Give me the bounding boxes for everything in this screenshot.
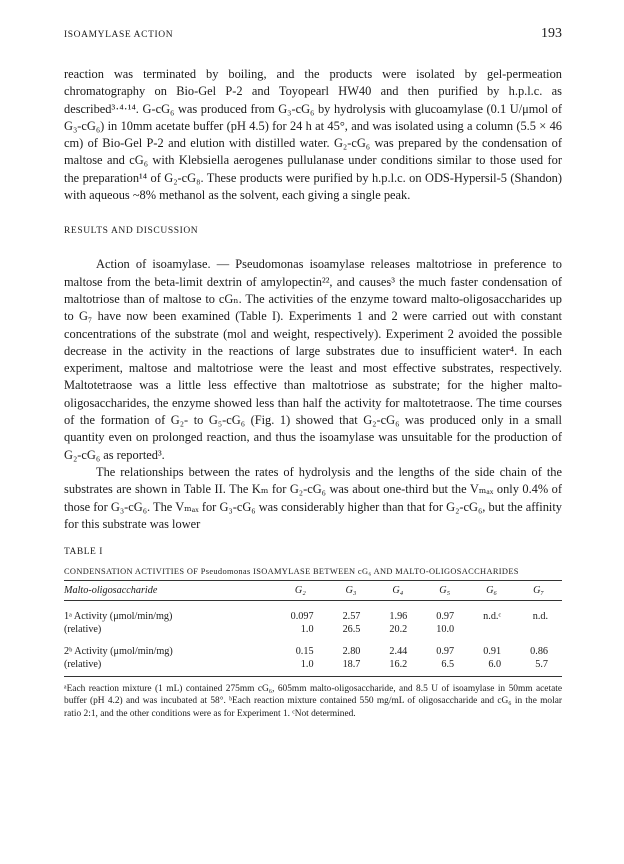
table-cell: 26.5 [342, 623, 361, 635]
column-header: G₄ [374, 581, 421, 601]
section-heading: RESULTS AND DISCUSSION [64, 226, 199, 237]
table-row-exp2-relative [64, 659, 562, 676]
column-header: G₃ [328, 581, 375, 601]
column-header: G₇ [515, 581, 562, 601]
table-footnote: ᵃEach reaction mixture (1 mL) contained 275mm cG₆, 605mm malto-oligosaccharide, and 8.5 U of isoamylase in 50mm acetate buffer (pH 4.2) and was incubated at 58°. ᵇEach reaction mixture contained 550 mg/mL of oligosaccharide and cG₆ in the molar ratio 2:1, and the other conditions were as for Experiment 1. ᶜNot determined. [64, 683, 562, 719]
table-cell [515, 624, 562, 637]
table-cell: 1.96 [389, 611, 408, 623]
column-header: G₆ [468, 581, 515, 601]
column-header: G₂ [273, 581, 327, 601]
table-cell: 0.097 [290, 611, 314, 623]
table-cell: 2.57 [342, 611, 361, 623]
row-label: 1ᵃ Activity (μmol/min/mg) [64, 611, 173, 623]
table-row-exp1-relative [64, 624, 562, 637]
table-cell: 0.91 [483, 646, 502, 658]
table-cell [468, 624, 515, 637]
table-row-exp2-activity [64, 646, 562, 659]
table-cell: n.d.ᶜ [483, 611, 502, 623]
table-cell: 1.0 [273, 659, 327, 676]
condensation-activity-table [64, 580, 562, 676]
paragraph-methods: reaction was terminated by boiling, and the products were isolated by gel-permeation chromatography on Bio-Gel P-2 and Toyopearl HW40 and then purified by h.p.l.c. as described³·⁴·¹⁴. G-cG₆ was produced from G₃-cG₆ by hydrolysis with glucoamylase (0.1 U/μmol of G₃-cG₆) in 10mm acetate buffer (pH 4.5) for 24 h at 45°, and was isolated using a column (5.5 × 46 cm) of Bio-Gel P-2 and elution with distilled water. G₂-cG₆ was prepared by the condensation of maltose and cG₆ with Klebsiella aerogenes pullulanase under conditions similar to those used for the preparation¹⁴ of G₂-cG₈. These products were purified by h.p.l.c. on ODS-Hypersil-5 (Shandon) with aqueous ~8% methanol as the solvent, each giving a single peak. [64, 67, 562, 203]
running-title: ISOAMYLASE ACTION [64, 30, 174, 40]
page-number: 193 [541, 26, 562, 41]
paragraph-relationships: The relationships between the rates of hydrolysis and the lengths of the side chain of the substrates are shown in Table II. The Kₘ for G₂-cG₆ was about one-third but the Vₘₐₓ only 0.4% of those for G₃-cG₆. The Vₘₐₓ for G₃-cG₆ was considerably higher than that for G₂-cG₆, but the affinity for this substrate was lower [64, 464, 562, 531]
column-header-substrate: Malto-oligosaccharide [64, 581, 273, 601]
table-cell: n.d. [532, 611, 548, 623]
table-label: TABLE I [64, 547, 103, 558]
table-cell: 0.97 [436, 611, 455, 623]
table-cell: 18.7 [328, 659, 375, 676]
table-row-exp1-activity [64, 611, 562, 624]
column-header: G₅ [421, 581, 468, 601]
table-cell: 1.0 [300, 623, 314, 635]
table-cell: 6.5 [421, 659, 468, 676]
table-cell: 10.0 [436, 623, 455, 635]
row-label: 2ᵇ Activity (μmol/min/mg) [64, 646, 173, 658]
table-cell: 0.15 [295, 646, 314, 658]
table-cell: 16.2 [374, 659, 421, 676]
table-cell: 5.7 [515, 659, 562, 676]
row-label: (relative) [64, 623, 102, 635]
table-header-row [64, 581, 562, 601]
table-cell: 2.80 [342, 646, 361, 658]
table-caption: CONDENSATION ACTIVITIES OF Pseudomonas ISOAMYLASE BETWEEN cG₆ AND MALTO-OLIGOSACCHARIDES [64, 567, 519, 577]
running-header [64, 26, 562, 46]
page [64, 26, 562, 720]
table-cell: 20.2 [389, 623, 408, 635]
row-label: (relative) [64, 659, 273, 676]
table-cell: 6.0 [468, 659, 515, 676]
table-cell: 2.44 [389, 646, 408, 658]
table-cell: 0.86 [530, 646, 548, 658]
paragraph-action-of-isoamylase: Action of isoamylase. — Pseudomonas isoamylase releases maltotriose in preference to maltose from the beta-limit dextrin of amylopectin²², and causes³ the much faster condensation of maltotriose than of maltose to cGₙ. The activities of the enzyme toward malto-oligosaccharides up to G₇ have now been examined (Table I). Experiments 1 and 2 were carried out with constant concentrations of the substrate (mol and weight, respectively). Experiment 2 avoided the possible decrease in the activity in the reactions of large substrates due to insufficient water⁴. In each experiment, maltose and maltotriose were the least and most effective substrates, respectively. Maltotetraose was a little less effective than maltotriose as substrate; for the higher malto-oligosaccharides, the enzyme showed less than half the activity for maltotetraose. The time courses of the formation of G₂- to G₅-cG₆ (Fig. 1) showed that G₂-cG₆ was produced only in a small quantity even on prolonged reaction, and thus the isoamylase was unsuitable for the production of G₂-cG₆ as reported³. [64, 257, 562, 462]
table-cell: 0.97 [436, 646, 455, 658]
